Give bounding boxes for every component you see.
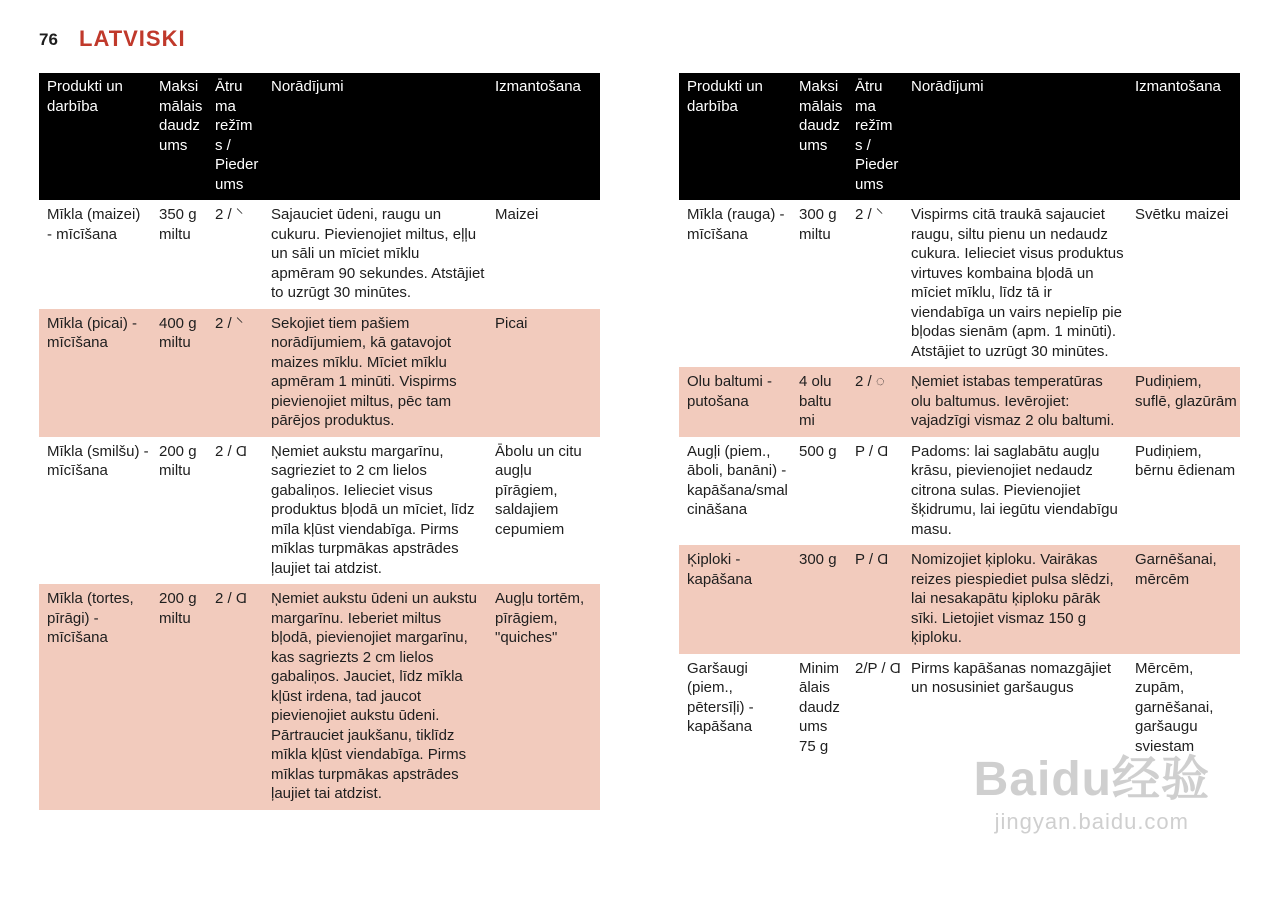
column-header: Produkti un darbība <box>679 73 791 200</box>
instructions-cell-text: Sekojiet tiem pašiem norādījumiem, kā gatavojot maizes mīklu. Mīciet mīklu apmēram 1 minūti. Vispirms pievienojiet miltus, pēc tam pārējos produktus. <box>271 314 457 429</box>
instructions-cell <box>903 367 1127 437</box>
usage-cell-text: Garnēšanai, mērcēm <box>1135 551 1217 588</box>
dough-hook-icon: ⸌ <box>871 206 884 223</box>
amount-cell-text: 400 g miltu <box>159 314 197 351</box>
amount-cell <box>151 200 207 309</box>
speed-cell <box>207 309 263 437</box>
amount-cell <box>791 437 847 546</box>
instructions-cell-text: Nomizojiet ķiploku. Vairākas reizes piespiediet pulsa slēdzi, lai nesakapātu ķiploku pārāk sīki. Lietojiet vismaz 150 g ķiploku. <box>911 551 1114 646</box>
amount-cell <box>151 437 207 585</box>
instructions-cell-text: Pirms kapāšanas nomazgājiet un nosusiniet garšaugus <box>911 659 1112 696</box>
instructions-cell-text: Sajauciet ūdeni, raugu un cukuru. Pievienojiet miltus, eļļu un sāli un mīciet mīklu apmēram 90 sekundes. Atstājiet to uzrūgt 30 minūtes. <box>271 206 485 301</box>
usage-cell <box>487 437 600 585</box>
usage-cell-text: Svētku maizei <box>1135 206 1229 223</box>
baidu-watermark <box>974 740 1210 835</box>
column-header: Ātru ma režīm s / Pieder ums <box>847 73 903 200</box>
speed-cell-text: P / <box>855 442 874 460</box>
column-header: Produkti un darbība <box>39 73 151 200</box>
product-cell <box>39 200 151 309</box>
speed-cell <box>847 200 903 367</box>
product-cell <box>679 545 791 654</box>
product-cell <box>39 584 151 810</box>
amount-cell <box>151 584 207 810</box>
instructions-cell <box>263 200 487 309</box>
product-cell <box>679 654 791 763</box>
blade-icon: Ɑ <box>873 442 889 460</box>
table-row <box>39 584 600 810</box>
instructions-cell-text: Ņemiet istabas temperatūras olu baltumus. Ievērojiet: vajadzīgi vismaz 2 olu baltumi. <box>911 373 1115 429</box>
page-language-title: LATVISKI <box>79 26 186 51</box>
usage-cell-text: Picai <box>495 314 528 332</box>
speed-cell-text: 2 / <box>855 206 872 223</box>
speed-cell-text: 2 / <box>215 314 232 332</box>
column-header: Izmantošana <box>487 73 600 200</box>
usage-cell <box>1127 200 1240 367</box>
product-cell <box>39 309 151 437</box>
blade-icon: Ɑ <box>231 442 247 460</box>
amount-cell <box>791 545 847 654</box>
product-cell <box>679 367 791 437</box>
speed-cell-text: 2 / <box>215 590 232 607</box>
amount-cell-text: 300 g <box>799 551 837 568</box>
amount-cell-text: 300 g miltu <box>799 206 837 243</box>
product-cell-text: Mīkla (smilšu) - mīcīšana <box>47 442 149 479</box>
product-cell-text: Garšaugi (piem., pētersīļi) - kapāšana <box>687 659 754 735</box>
speed-cell-text: 2 / <box>215 206 232 223</box>
amount-cell <box>791 200 847 367</box>
table-header-row <box>39 73 600 200</box>
instructions-cell-text: Ņemiet aukstu ūdeni un aukstu margarīnu. Ieberiet miltus bļodā, pievienojiet margarīnu, kas sagriezts 2 cm lielos gabaliņos. Jauciet, līdz mīkla kļūst irdena, tad jaucot pievienojiet aukstu ūdeni. Pārtrauciet jaukšanu, tiklīdz mīkla kļūst viendabīga. Pirms mīklas turpmākas apstrādes ļaujiet tai atdzist. <box>271 590 477 802</box>
table-header-row <box>679 73 1240 200</box>
product-cell-text: Mīkla (picai) - mīcīšana <box>47 314 138 351</box>
table-row <box>39 200 600 309</box>
column-header: Maksi mālais daudz ums <box>791 73 847 200</box>
product-cell-text: Mīkla (tortes, pīrāgi) - mīcīšana <box>47 590 134 646</box>
table-row <box>679 437 1240 546</box>
amount-cell-text: 200 g miltu <box>159 590 197 627</box>
blade-icon: Ɑ <box>885 659 901 677</box>
page-number: 76 <box>39 30 58 49</box>
product-cell-text: Ķiploki - kapāšana <box>687 551 753 588</box>
table-row <box>39 437 600 585</box>
speed-cell-text: 2 / <box>855 373 872 390</box>
table-row <box>679 367 1240 437</box>
table-row <box>679 200 1240 367</box>
product-cell <box>679 437 791 546</box>
speed-cell <box>207 200 263 309</box>
amount-cell-text: 4 olu baltu mi <box>799 373 832 429</box>
usage-cell-text: Pudiņiem, suflē, glazūrām <box>1135 373 1237 410</box>
amount-cell-text: Minim ālais daudz ums 75 g <box>799 659 840 755</box>
table-row <box>679 545 1240 654</box>
usage-cell <box>1127 367 1240 437</box>
instructions-cell <box>263 309 487 437</box>
column-header: Norādījumi <box>263 73 487 200</box>
instructions-cell-text: Padoms: lai saglabātu augļu krāsu, pievienojiet nedaudz citrona sulas. Pievienojiet šķidrumu, lai iegūtu viendabīgu masu. <box>911 442 1118 538</box>
speed-cell <box>207 584 263 810</box>
amount-cell <box>151 309 207 437</box>
settings-table-right <box>679 73 1240 762</box>
speed-cell <box>847 545 903 654</box>
blade-icon: Ɑ <box>231 590 247 607</box>
instructions-cell-text: Vispirms citā traukā sajauciet raugu, siltu pienu un nedaudz cukura. Ielieciet visus produktus virtuves kombaina bļodā un mīciet mīklu, līdz tā ir viendabīga un vairs nepielīp pie bļodas sienām (apm. 1 minūti). Atstājiet to uzrūgt 30 minūtes. <box>911 206 1124 360</box>
amount-cell-text: 200 g miltu <box>159 442 197 479</box>
instructions-cell <box>903 545 1127 654</box>
product-cell-text: Augļi (piem., āboli, banāni) - kapāšana/smal cināšana <box>687 442 788 518</box>
usage-cell-text: Pudiņiem, bērnu ēdienam <box>1135 442 1236 479</box>
table-row <box>39 309 600 437</box>
instructions-cell <box>263 584 487 810</box>
product-cell <box>39 437 151 585</box>
speed-cell-text: 2/P / <box>855 659 886 677</box>
instructions-cell <box>263 437 487 585</box>
column-header: Maksi mālais daudz ums <box>151 73 207 200</box>
instructions-cell <box>903 437 1127 546</box>
usage-cell-text: Ābolu un citu augļu pīrāgiem, saldajiem cepumiem <box>495 442 582 538</box>
usage-cell <box>487 200 600 309</box>
dough-hook-icon: ⸌ <box>231 314 244 332</box>
speed-cell-text: P / <box>855 551 874 568</box>
amount-cell-text: 350 g miltu <box>159 206 197 243</box>
instructions-cell <box>903 200 1127 367</box>
amount-cell <box>791 367 847 437</box>
whisk-icon: ◌ <box>871 373 885 390</box>
speed-cell <box>847 437 903 546</box>
product-cell <box>679 200 791 367</box>
usage-cell <box>487 309 600 437</box>
speed-cell <box>847 654 903 763</box>
usage-cell <box>1127 437 1240 546</box>
amount-cell <box>791 654 847 763</box>
column-header: Ātru ma režīm s / Pieder ums <box>207 73 263 200</box>
product-cell-text: Mīkla (rauga) - mīcīšana <box>687 206 785 243</box>
watermark-logo: Baidu经验 <box>973 753 1210 806</box>
speed-cell <box>847 367 903 437</box>
watermark-url: jingyan.baidu.com <box>994 809 1189 834</box>
usage-cell <box>1127 545 1240 654</box>
usage-cell-text: Mērcēm, zupām, garnēšanai, garšaugu sviestam <box>1135 659 1214 755</box>
dough-hook-icon: ⸌ <box>231 206 244 223</box>
usage-cell-text: Maizei <box>495 206 539 223</box>
settings-table-left <box>39 73 600 810</box>
usage-cell <box>487 584 600 810</box>
instructions-cell-text: Ņemiet aukstu margarīnu, sagrieziet to 2 cm lielos gabaliņos. Ielieciet visus produktus bļodā un mīciet, līdz mīla kļūst viendabīga. Pirms mīklas turpmākas apstrādes ļaujiet tai atdzist. <box>271 442 475 577</box>
product-cell-text: Mīkla (maizei) - mīcīšana <box>47 206 141 243</box>
product-cell-text: Olu baltumi - putošana <box>687 373 773 410</box>
amount-cell-text: 500 g <box>799 442 837 460</box>
usage-cell-text: Augļu tortēm, pīrāgiem, "quiches" <box>495 590 585 646</box>
speed-cell <box>207 437 263 585</box>
speed-cell-text: 2 / <box>215 442 232 460</box>
column-header: Norādījumi <box>903 73 1127 200</box>
blade-icon: Ɑ <box>873 551 889 568</box>
column-header: Izmantošana <box>1127 73 1240 200</box>
